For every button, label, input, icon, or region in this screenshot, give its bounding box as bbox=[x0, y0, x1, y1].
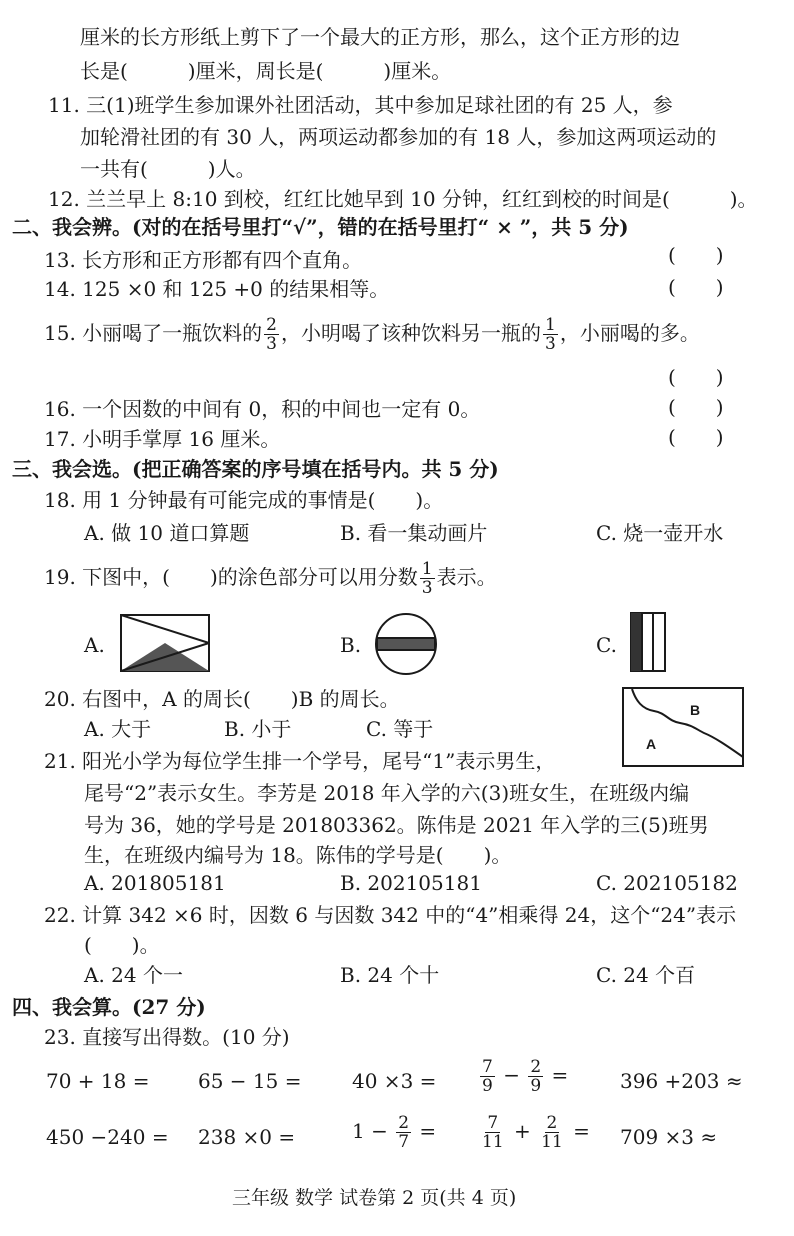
q20-figure-label-a: A bbox=[646, 736, 657, 752]
calc-r2-c4-frac-a-den: 11 bbox=[482, 1132, 504, 1152]
calc-r2-c2: 238 ×0 = bbox=[198, 1125, 296, 1149]
q11-line1: 11. 三(1)班学生参加课外社团活动，其中参加足球社团的有 25 人，参 bbox=[48, 93, 673, 117]
q18-option-a[interactable]: A. 做 10 道口算题 bbox=[84, 521, 250, 545]
q15-fraction-2 bbox=[543, 316, 558, 353]
q19-text-post: 表示。 bbox=[436, 565, 497, 589]
section4-title: 四、我会算。(27 分) bbox=[12, 995, 206, 1019]
calc-r1-frac-b-num: 2 bbox=[530, 1057, 542, 1077]
q11-line2: 加轮滑社团的有 30 人，两项运动都参加的有 18 人，参加这两项运动的 bbox=[80, 125, 717, 149]
q14-answer-paren[interactable]: ( ) bbox=[668, 275, 724, 299]
calc-r2-c3-num: 2 bbox=[398, 1113, 410, 1133]
q15-f2-denominator: 3 bbox=[545, 334, 556, 354]
calc-r2-c3-pre: 1 − bbox=[352, 1119, 388, 1143]
q21-option-c[interactable]: C. 202105182 bbox=[596, 871, 738, 895]
calc-r2-c4-frac-b-den: 11 bbox=[541, 1132, 563, 1152]
calc-r2-c4-frac-a-num: 7 bbox=[487, 1113, 499, 1133]
calc-r1-c4 bbox=[478, 1058, 568, 1095]
q13-text: 13. 长方形和正方形都有四个直角。 bbox=[44, 248, 363, 272]
q19-figure-b-circle bbox=[374, 612, 438, 676]
q18-option-b[interactable]: B. 看一集动画片 bbox=[340, 521, 488, 545]
q15-answer-paren[interactable]: ( ) bbox=[668, 365, 724, 389]
q18-option-c[interactable]: C. 烧一壶开水 bbox=[596, 521, 724, 545]
q18-text: 18. 用 1 分钟最有可能完成的事情是( )。 bbox=[44, 488, 444, 512]
section3-title: 三、我会选。(把正确答案的序号填在括号内。共 5 分) bbox=[12, 457, 499, 481]
calc-r1-c3: 40 ×3 = bbox=[352, 1069, 437, 1093]
q22-line2: ( )。 bbox=[84, 933, 160, 957]
q17-answer-paren[interactable]: ( ) bbox=[668, 425, 724, 449]
q20-text: 20. 右图中，A 的周长( )B 的周长。 bbox=[44, 687, 400, 711]
calc-r2-c5: 709 ×3 ≈ bbox=[620, 1125, 718, 1149]
q15-text-mid: ，小明喝了该种饮料另一瓶的 bbox=[281, 321, 541, 345]
q11-line3: 一共有( )人。 bbox=[80, 157, 256, 181]
section2-title: 二、我会辨。(对的在括号里打“√”，错的在括号里打“ × ”，共 5 分) bbox=[12, 215, 629, 239]
calc-r2-c1: 450 −240 = bbox=[46, 1125, 169, 1149]
calc-r1-c5: 396 +203 ≈ bbox=[620, 1069, 743, 1093]
calc-r1-c2: 65 − 15 = bbox=[198, 1069, 302, 1093]
q22-option-c[interactable]: C. 24 个百 bbox=[596, 963, 696, 987]
q21-line4: 生，在班级内编号为 18。陈伟的学号是( )。 bbox=[84, 843, 512, 867]
calc-r1-frac-a-num: 7 bbox=[482, 1057, 493, 1077]
q21-line2: 尾号“2”表示女生。李芳是 2018 年入学的六(3)班女生，在班级内编 bbox=[84, 781, 690, 805]
q10-continuation-line2: 长是( )厘米，周长是( )厘米。 bbox=[80, 59, 452, 83]
calc-r1-frac-a-den: 9 bbox=[482, 1076, 493, 1096]
q21-option-b[interactable]: B. 202105181 bbox=[340, 871, 482, 895]
page-footer: 三年级 数学 试卷第 2 页(共 4 页) bbox=[232, 1187, 517, 1209]
q19-figure-c-bars bbox=[630, 612, 666, 672]
q15-f1-denominator: 3 bbox=[266, 334, 277, 354]
q19-text-pre: 19. 下图中，( )的涂色部分可以用分数 bbox=[44, 565, 418, 589]
calc-r2-c4-frac-a bbox=[480, 1114, 506, 1151]
q15-f1-numerator: 2 bbox=[266, 315, 277, 335]
calc-r2-c4-op: + bbox=[514, 1119, 531, 1143]
q15-fraction-1 bbox=[264, 316, 279, 353]
q21-option-a[interactable]: A. 201805181 bbox=[84, 871, 226, 895]
q23-text: 23. 直接写出得数。(10 分) bbox=[44, 1025, 290, 1049]
calc-r2-c3-den: 7 bbox=[398, 1132, 410, 1152]
q19-option-b-label[interactable]: B. bbox=[340, 633, 362, 657]
q20-figure-regions bbox=[622, 687, 744, 767]
q14-text: 14. 125 ×0 和 125 +0 的结果相等。 bbox=[44, 277, 390, 301]
q19-f-numerator: 1 bbox=[421, 559, 433, 579]
calc-r1-eq: = bbox=[551, 1063, 569, 1087]
calc-r1-c1: 70 + 18 = bbox=[46, 1069, 150, 1093]
calc-r2-c4 bbox=[478, 1114, 590, 1151]
q19-f-denominator: 3 bbox=[421, 578, 433, 598]
q20-option-b[interactable]: B. 小于 bbox=[224, 717, 292, 741]
q16-answer-paren[interactable]: ( ) bbox=[668, 395, 724, 419]
q21-line1: 21. 阳光小学为每位学生排一个学号，尾号“1”表示男生， bbox=[44, 749, 556, 773]
calc-r2-c4-eq: = bbox=[573, 1119, 590, 1143]
q20-option-c[interactable]: C. 等于 bbox=[366, 717, 434, 741]
q22-option-b[interactable]: B. 24 个十 bbox=[340, 963, 440, 987]
q20-figure-label-b: B bbox=[690, 702, 701, 718]
q15-text-post: ，小丽喝的多。 bbox=[559, 321, 700, 345]
calc-r2-c3-frac bbox=[396, 1114, 411, 1151]
q10-continuation-line1: 厘米的长方形纸上剪下了一个最大的正方形，那么，这个正方形的边 bbox=[80, 25, 680, 49]
calc-r1-frac-b bbox=[528, 1058, 543, 1095]
q19-option-a-label[interactable]: A. bbox=[84, 633, 105, 657]
q12-line: 12. 兰兰早上 8:10 到校，红红比她早到 10 分钟，红红到校的时间是( )。 bbox=[48, 187, 758, 211]
calc-r2-c3-eq: = bbox=[419, 1119, 437, 1143]
calc-r1-frac-a bbox=[480, 1058, 495, 1095]
q19-figure-a-rectangle bbox=[120, 614, 210, 672]
q15-f2-numerator: 1 bbox=[545, 315, 556, 335]
q22-option-a[interactable]: A. 24 个一 bbox=[84, 963, 183, 987]
q15-text bbox=[44, 316, 700, 353]
q22-line1: 22. 计算 342 ×6 时，因数 6 与因数 342 中的“4”相乘得 24，这个“24”表示 bbox=[44, 903, 737, 927]
calc-r2-c3 bbox=[352, 1114, 436, 1151]
q16-text: 16. 一个因数的中间有 0，积的中间也一定有 0。 bbox=[44, 397, 481, 421]
calc-r1-op: − bbox=[503, 1063, 520, 1087]
q19-text bbox=[44, 560, 497, 597]
calc-r1-frac-b-den: 9 bbox=[530, 1076, 542, 1096]
q19-fraction bbox=[420, 560, 435, 597]
q17-text: 17. 小明手掌厚 16 厘米。 bbox=[44, 427, 281, 451]
q20-option-a[interactable]: A. 大于 bbox=[84, 717, 152, 741]
q19-option-c-label[interactable]: C. bbox=[596, 633, 617, 657]
q15-text-pre: 15. 小丽喝了一瓶饮料的 bbox=[44, 321, 263, 345]
q21-line3: 号为 36，她的学号是 201803362。陈伟是 2021 年入学的三(5)班男 bbox=[84, 813, 709, 837]
q13-answer-paren[interactable]: ( ) bbox=[668, 243, 724, 267]
calc-r2-c4-frac-b-num: 2 bbox=[546, 1113, 558, 1133]
calc-r2-c4-frac-b bbox=[539, 1114, 565, 1151]
